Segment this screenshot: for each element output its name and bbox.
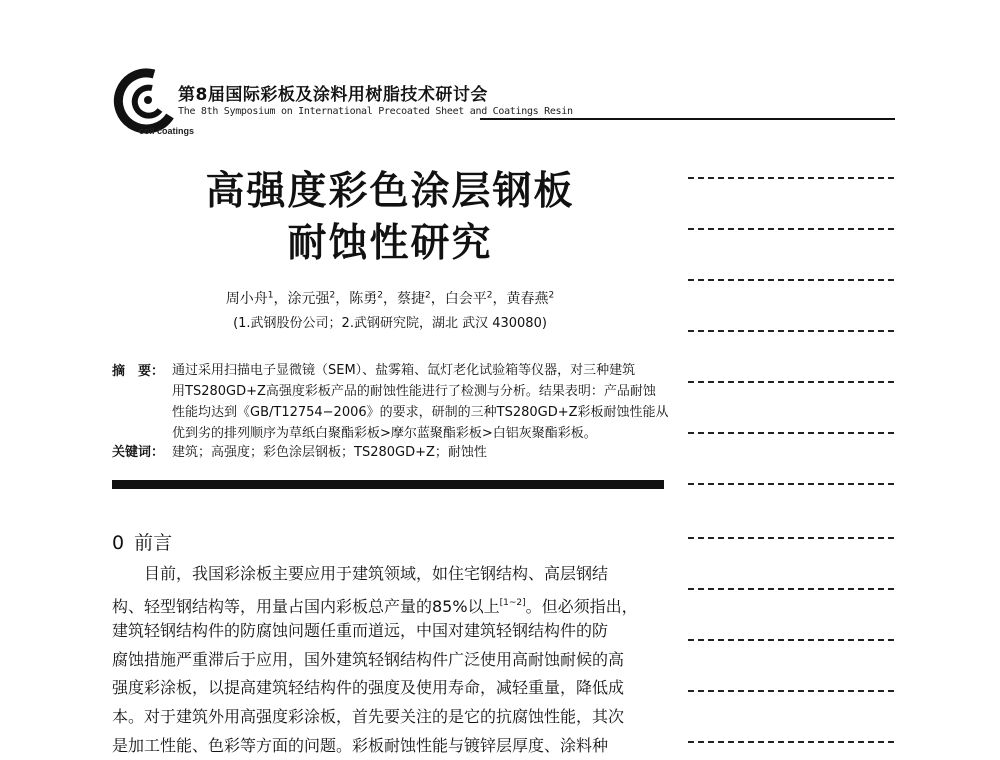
author-affiliation-mark: 2 xyxy=(329,290,336,301)
author-affiliation-mark: 2 xyxy=(486,290,493,301)
abstract-line: 用TS280GD+Z高强度彩板产品的耐蚀性能进行了检测与分析。结果表明：产品耐蚀 xyxy=(172,384,656,399)
body-line: 是加工性能、色彩等方面的问题。彩板耐蚀性能与镀锌层厚度、涂料种 xyxy=(112,735,609,755)
author-name: 涂元强 xyxy=(287,291,330,307)
author-affiliation-mark: 2 xyxy=(548,290,555,301)
body-text xyxy=(112,560,664,760)
author-name: 周小舟 xyxy=(225,291,268,307)
author-name: 陈勇 xyxy=(349,291,378,307)
margin-note-line xyxy=(688,483,894,485)
margin-note-line xyxy=(688,330,894,332)
brand-text: coil coatings xyxy=(139,126,195,136)
author-separator: ， xyxy=(335,291,350,307)
margin-note-line xyxy=(688,588,894,590)
citation-ref: [1~2] xyxy=(499,597,526,608)
margin-note-line xyxy=(688,381,894,383)
conference-subtitle: The 8th Symposium on International Precoated Sheet and Coatings Resin xyxy=(178,106,573,117)
body-line-text: 。但必须指出， xyxy=(525,596,638,616)
margin-note-line xyxy=(688,177,894,179)
margin-note-line xyxy=(688,537,894,539)
abstract-line: 通过采用扫描电子显微镜（SEM）、盐雾箱、氙灯老化试验箱等仪器，对三种建筑 xyxy=(172,363,636,378)
author-affiliation-mark: 2 xyxy=(425,290,431,301)
body-line-text: 构、轻型钢结构等，用量占国内彩板总产量的85%以上 xyxy=(112,596,500,616)
margin-note-line xyxy=(688,228,894,230)
author-separator: ， xyxy=(383,291,397,307)
section-title: 前言 xyxy=(134,532,173,554)
author-separator: ， xyxy=(430,291,445,307)
header-rule xyxy=(480,118,895,120)
margin-note-line xyxy=(688,690,894,692)
margin-note-line xyxy=(688,639,894,641)
abstract-line: 性能均达到《GB/T12754−2006》的要求，研制的三种TS280GD+Z彩板耐蚀性能从 xyxy=(172,405,669,420)
paper-title-line-2: 耐蚀性研究 xyxy=(287,221,493,266)
author-affiliation-mark: 1 xyxy=(267,290,274,301)
margin-note-line xyxy=(688,432,894,434)
author-affiliation-mark: 2 xyxy=(377,290,383,301)
section-divider-bar xyxy=(112,480,664,489)
author-name: 黄春燕 xyxy=(506,291,549,307)
author-list xyxy=(120,288,660,308)
margin-note-line xyxy=(688,741,894,743)
body-line: 腐蚀措施严重滞后于应用，国外建筑轻钢结构件广泛使用高耐蚀耐候的高 xyxy=(112,649,625,669)
body-line: 本。对于建筑外用高强度彩涂板，首先要关注的是它的抗腐蚀性能，其次 xyxy=(112,706,625,726)
conference-title: 第8届国际彩板及涂料用树脂技术研讨会 xyxy=(178,85,488,105)
section-number: 0 xyxy=(112,532,125,554)
margin-note-line xyxy=(688,279,894,281)
section-heading xyxy=(112,528,172,555)
keywords-label: 关键词： xyxy=(112,445,165,460)
abstract-label: 摘 要： xyxy=(112,364,165,379)
body-line: 目前，我国彩涂板主要应用于建筑领域，如住宅钢结构、高层钢结 xyxy=(112,564,609,583)
keywords: 建筑；高强度；彩色涂层钢板；TS280GD+Z；耐蚀性 xyxy=(172,445,487,460)
affiliation: (1.武钢股份公司；2.武钢研究院，湖北 武汉 430080) xyxy=(233,316,547,331)
body-line xyxy=(112,589,664,618)
author-name: 白会平 xyxy=(444,291,487,307)
body-line: 建筑轻钢结构件的防腐蚀问题任重而道远，中国对建筑轻钢结构件的防 xyxy=(112,621,609,641)
author-name: 蔡捷 xyxy=(397,291,425,307)
body-line: 强度彩涂板，以提高建筑轻结构件的强度及使用寿命，减轻重量，降低成 xyxy=(112,678,625,698)
author-separator: ， xyxy=(492,291,507,307)
abstract-line: 优到劣的排列顺序为草纸白聚酯彩板>摩尔蓝聚酯彩板>白铝灰聚酯彩板。 xyxy=(172,426,597,441)
paper-title-line-1: 高强度彩色涂层钢板 xyxy=(205,169,575,214)
author-separator: ， xyxy=(273,291,288,307)
abstract-body xyxy=(172,360,669,444)
